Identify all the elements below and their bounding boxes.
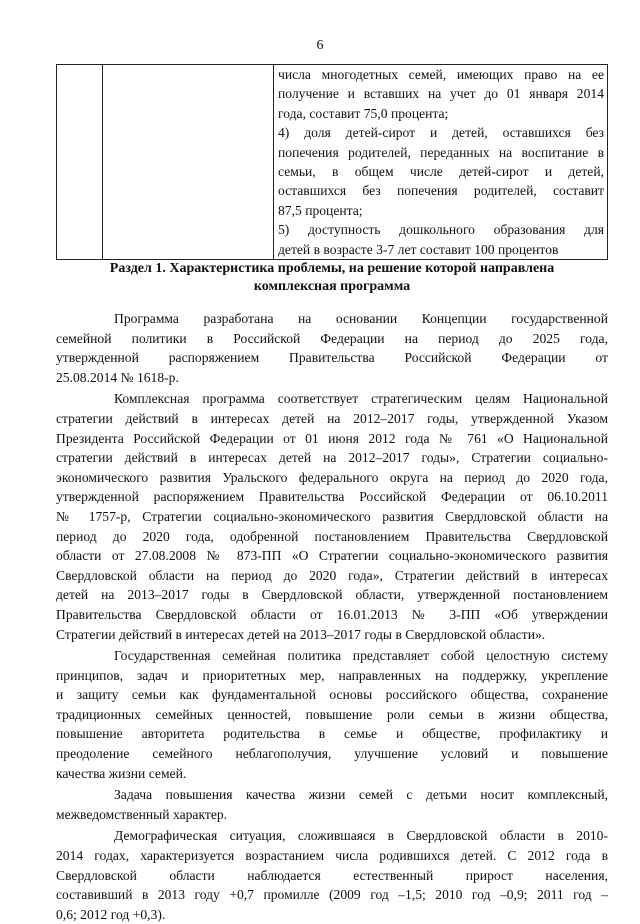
text-line: качества жизни семей.: [56, 765, 187, 781]
text-line: области от 27.08.2008 № 873-ПП «О Стратегии социально-экономического развития: [56, 548, 608, 564]
text-line: Комплексная программа соответствует стратегическим целям Национальной: [114, 391, 608, 407]
text-line: № 1757-р, Стратегии социально-экономического развития Свердловской области на: [56, 508, 608, 524]
text-line: 2014 годах, характеризуется возрастанием числа родившихся детей. С 2012 года в: [56, 848, 608, 864]
table-text-line: семьи, в общем числе детей-сирот и детей,: [278, 163, 604, 179]
section-heading: [56, 260, 608, 296]
text-line: 25.08.2014 № 1618-р.: [56, 369, 179, 385]
text-line: Президента Российской Федерации от 01 июня 2012 года № 761 «О Национальной: [56, 430, 608, 446]
table-text-line: попечения родителей, переданных на воспитание в: [278, 144, 604, 160]
text-line: семейной политики в Российской Федерации на период до 2025 года,: [56, 330, 608, 346]
table-text-line: числа многодетных семей, имеющих право на ее: [278, 67, 604, 82]
table-text-line: 5) доступность дошкольного образования для: [278, 222, 604, 238]
text-line: повышение авторитета родительства в семье и обществе, профилактику и: [56, 726, 608, 742]
text-line: преодоление семейного неблагополучия, улучшение условий и повышение: [56, 746, 608, 762]
table-cell-name: [103, 65, 274, 260]
text-line: Государственная семейная политика представляет собой целостную систему: [114, 648, 608, 664]
paragraph-task: [56, 785, 608, 824]
text-line: Свердловской области наблюдается естественный прирост населения,: [56, 867, 608, 883]
paragraph-family-policy: [56, 646, 608, 783]
table-text-line: оставшихся без попечения родителей, составит: [278, 183, 604, 199]
table-text-line: получение и вставших на учет до 01 января 2014: [278, 86, 604, 102]
text-line: утвержденной распоряжением Правительства Российской Федерации от 06.10.2011: [56, 489, 608, 505]
text-line: принципов, задач и приоритетных мер, направленных на поддержку, укрепление: [56, 667, 608, 683]
text-line: межведомственный характер.: [56, 806, 228, 822]
text-line: и защиту семьи как фундаментальной основы российского общества, сохранение: [56, 687, 608, 703]
text-line: Программа разработана на основании Концепции государственной: [114, 311, 608, 326]
text-line: традиционных семейных ценностей, повышение роли семьи в жизни общества,: [56, 706, 608, 722]
text-line: стратегии действий в интересах детей на 2012–2017 годы, утвержденной Указом: [56, 410, 608, 426]
section-heading-line: Раздел 1. Характеристика проблемы, на решение которой направлена: [109, 261, 555, 276]
text-line: период до 2020 года, одобренной постановлением Правительства Свердловской: [56, 528, 608, 544]
text-line: Правительства Свердловской области от 16.01.2013 № 3-ПП «Об утверждении: [56, 606, 608, 622]
text-line: 0,6; 2012 год +0,3).: [56, 906, 166, 922]
text-line: Демографическая ситуация, сложившаяся в Свердловской области в 2010-: [114, 828, 608, 844]
body-text: [56, 309, 608, 924]
text-line: составивший в 2013 году +0,7 промилле (2009 год –1,5; 2010 год –0,9; 2011 год –: [56, 887, 608, 903]
text-line: Задача повышения качества жизни семей с детьми носит комплексный,: [114, 787, 608, 803]
text-line: детей на 2013–2017 годы в Свердловской области, утвержденной постановлением: [56, 587, 608, 603]
page-number: 6: [316, 38, 324, 53]
paragraph-strategy: [56, 389, 608, 644]
continuation-table: [56, 64, 608, 260]
text-line: экономического развития Уральского федерального округа на период до 2020 года,: [56, 469, 608, 485]
text-line: утвержденной распоряжением Правительства Российской Федерации от: [56, 350, 608, 366]
text-line: Свердловской области на период до 2020 года», Стратегии действий в интересах: [56, 567, 608, 583]
table-cell-number: [57, 65, 103, 260]
table-text-line: года, составит 75,0 процента;: [278, 105, 449, 121]
paragraph-concept: [56, 309, 608, 387]
table-text-line: 87,5 процента;: [278, 202, 363, 218]
table-text-line: детей в возрасте 3-7 лет составит 100 процентов: [278, 241, 559, 257]
text-line: Стратегии действий в интересах детей на 2013–2017 годы в Свердловской области».: [56, 626, 546, 642]
text-line: стратегии действий в интересах детей на 2012–2017 годы», Стратегии социально-: [56, 450, 608, 466]
table-text-line: 4) доля детей-сирот и детей, оставшихся без: [278, 125, 604, 141]
table-row: [57, 65, 608, 260]
table-cell-indicators: [274, 65, 608, 260]
paragraph-demography: [56, 826, 608, 924]
section-heading-line: комплексная программа: [253, 279, 411, 294]
